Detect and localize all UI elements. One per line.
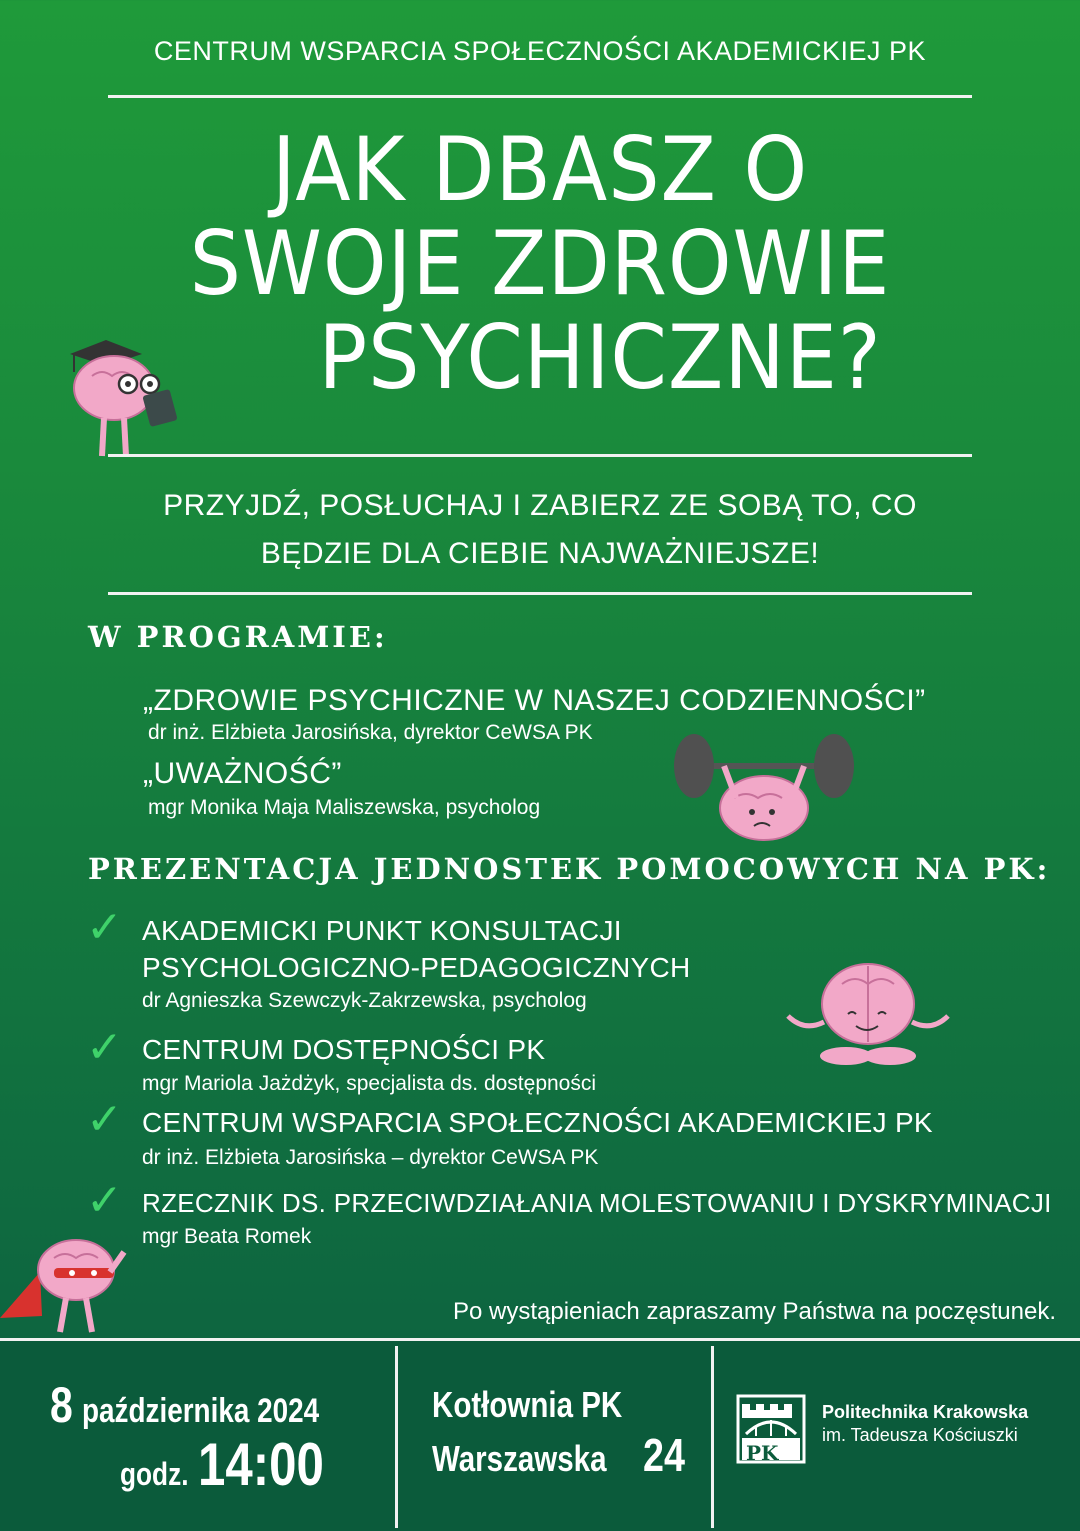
university-name-line-2: im. Tadeusza Kościuszki — [822, 1425, 1018, 1445]
unit-1-title-line-1: AKADEMICKI PUNKT KONSULTACJI — [142, 915, 622, 946]
unit-1-title-line-2: PSYCHOLOGICZNO-PEDAGOGICZNYCH — [142, 952, 691, 983]
organization-name: CENTRUM WSPARCIA SPOŁECZNOŚCI AKADEMICKIEJ PK — [153, 36, 927, 66]
unit-4-person: mgr Beata Romek — [142, 1225, 312, 1248]
venue-name: Kotłownia PK — [432, 1384, 623, 1425]
unit-1-person: dr Agnieszka Szewczyk-Zakrzewska, psycholog — [142, 989, 587, 1012]
divider-mid-1 — [108, 454, 972, 457]
title-line-3: PSYCHICZNE? — [318, 306, 882, 409]
check-icon: ✓ — [86, 1094, 123, 1145]
event-time — [120, 1430, 351, 1499]
unit-2-title: CENTRUM DOSTĘPNOŚCI PK — [142, 1034, 546, 1065]
event-month-year: października 2024 — [82, 1392, 320, 1430]
talk-1-speaker: dr inż. Elżbieta Jarosińska, dyrektor CeWSA PK — [148, 721, 593, 744]
talk-2-title: „UWAŻNOŚĆ” — [143, 757, 342, 790]
divider-mid-2 — [108, 592, 972, 595]
title-line-1: JAK DBASZ O — [271, 118, 809, 221]
event-venue — [432, 1384, 664, 1426]
brain-meditating-icon — [770, 952, 970, 1072]
event-time-label: godz. — [120, 1456, 189, 1492]
venue-number: 24 — [643, 1429, 686, 1481]
event-address — [432, 1428, 694, 1482]
unit-3-person: dr inż. Elżbieta Jarosińska – dyrektor CeWSA PK — [142, 1146, 599, 1169]
unit-2-person: mgr Mariola Jażdżyk, specjalista ds. dostępności — [142, 1072, 597, 1095]
talk-1-title: „ZDROWIE PSYCHICZNE W NASZEJ CODZIENNOŚCI” — [143, 684, 926, 717]
footer-divider-1 — [395, 1346, 398, 1528]
event-date — [50, 1376, 371, 1434]
refreshments-note: Po wystąpieniach zapraszamy Państwa na poczęstunek. — [453, 1298, 1056, 1325]
tagline-line-1: PRZYJDŹ, POSŁUCHAJ I ZABIERZ ZE SOBĄ TO, CO — [163, 489, 917, 522]
university-logo-text: PK — [746, 1441, 779, 1465]
title-line-2: SWOJE ZDROWIE — [189, 212, 891, 315]
brain-graduate-icon — [62, 326, 192, 462]
program-heading: W PROGRAMIE: — [88, 620, 388, 654]
venue-street: Warszawska — [432, 1438, 607, 1479]
check-icon: ✓ — [86, 1175, 123, 1226]
event-time-value: 14:00 — [197, 1431, 324, 1498]
event-day: 8 — [50, 1377, 73, 1433]
divider-top — [108, 95, 972, 98]
tagline — [0, 482, 1080, 578]
check-icon: ✓ — [86, 1022, 123, 1073]
check-icon: ✓ — [86, 902, 123, 953]
presentation-heading: PREZENTACJA JEDNOSTEK POMOCOWYCH NA PK: — [88, 852, 1051, 886]
unit-3-title: CENTRUM WSPARCIA SPOŁECZNOŚCI AKADEMICKIEJ PK — [142, 1107, 933, 1138]
unit-4-title: RZECZNIK DS. PRZECIWDZIAŁANIA MOLESTOWANIU I DYSKRYMINACJI — [142, 1188, 1052, 1218]
university-name-line-1: Politechnika Krakowska — [822, 1402, 1029, 1422]
talk-2-speaker: mgr Monika Maja Maliszewska, psycholog — [148, 796, 541, 819]
brain-weightlifter-icon — [664, 728, 864, 848]
tagline-line-2: BĘDZIE DLA CIEBIE NAJWAŻNIEJSZE! — [260, 537, 820, 570]
footer-divider-2 — [711, 1346, 714, 1528]
brain-superhero-icon — [0, 1232, 135, 1342]
